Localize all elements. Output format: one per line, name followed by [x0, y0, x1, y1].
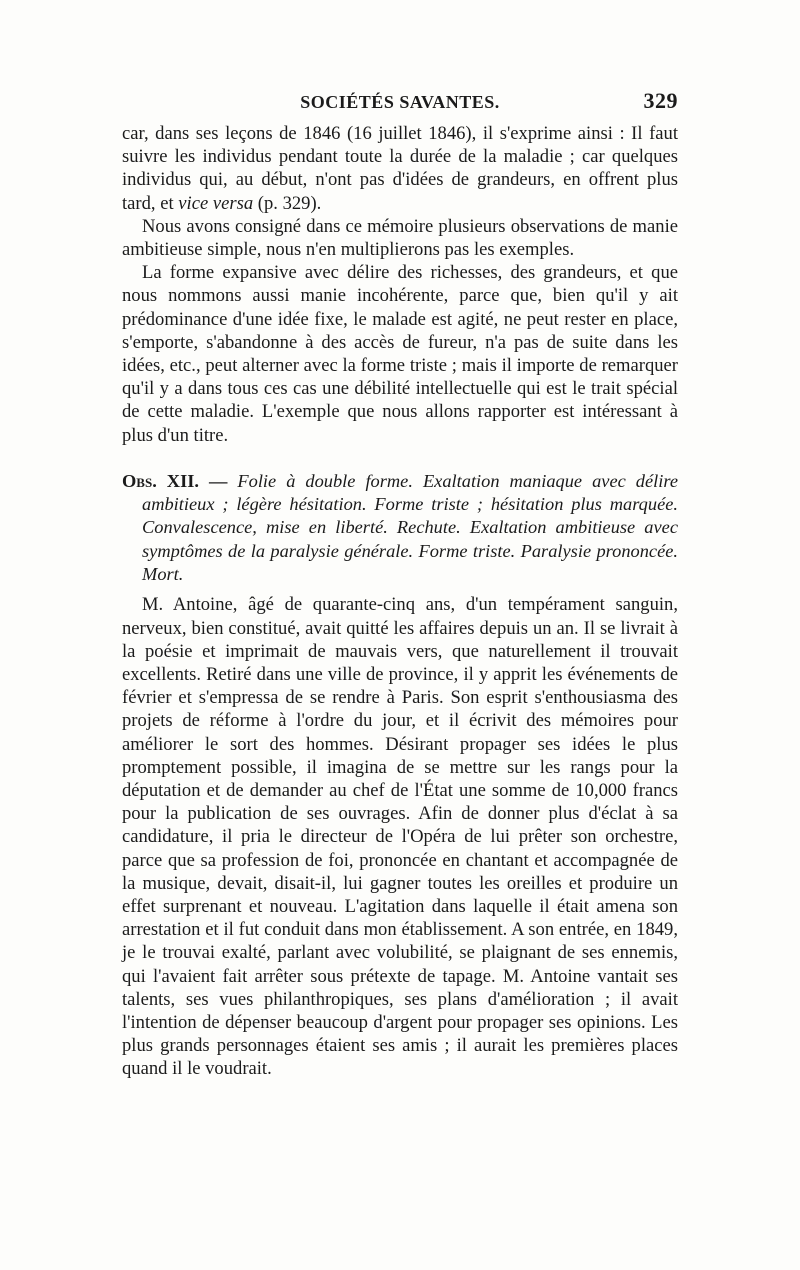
case-paragraph: M. Antoine, âgé de quarante-cinq ans, d'un tempérament sanguin, nerveux, bien constitué, avait quitté les affaires depuis un an. Il se livrait à la poésie et imprimait de mauvais vers, que naturellement il trouvait excellents. Retiré dans une ville de province, il y apprit les événements de février et s'empressa de se rendre à Paris. Son esprit s'enthousiasma des projets de réforme à l'ordre du jour, et il écrivit des mémoires pour améliorer le sort des hommes. Désirant propager ses idées le plus promptement possible, il imagina de se mettre sur les rangs pour la députation et de demander au chef de l'État une somme de 10,000 francs pour la publication de ses ouvrages. Afin de donner plus d'éclat à sa candidature, il pria le directeur de l'Opéra de lui prêter son orchestre, parce que sa profession de foi, prononcée en chantant et accompagnée de la musique, devait, disait-il, lui gagner toutes les oreilles et produire un effet surprenant et nouveau. L'agitation dans laquelle il était amena son arrestation et il fut conduit dans mon établissement. A son entrée, en 1849, je le trouvai exalté, parlant avec volubilité, se plaignant de ses ennemis, qui l'avaient fait arrêter sous prétexte de tapage. M. Antoine vantait ses talents, ses vues philanthropiques, ses plans d'amélioration ; il avait l'intention de dépenser beaucoup d'argent pour propager ses opinions. Les plus grands personnages étaient ses amis ; il aurait les premières places quand il le voudrait. — [122, 594, 678, 1080]
italic-phrase: vice versa — [178, 192, 254, 214]
book-page — [122, 88, 678, 1081]
paragraph-continuation — [122, 122, 678, 215]
page-number: 329 — [643, 88, 678, 113]
paragraph-text: (p. 329). — [253, 192, 322, 214]
paragraph-text: car, dans ses leçons de 1846 (16 juillet 1846), il s'exprime ainsi : Il faut suivre les individus pendant toute la durée de la maladie ; car quelques individus qui, au début, n'ont pas d'idées de grandeurs, en offrent plus tard, et — [122, 123, 678, 214]
page-header — [122, 88, 678, 122]
paragraph: La forme expansive avec délire des richesses, des grandeurs, et que nous nommons aussi manie incohérente, parce que, bien qu'il y ait prédominance d'une idée fixe, le malade est agité, ne peut rester en place, s'emporte, s'abandonne à des accès de fureur, n'a pas de suite dans les idées, etc., peut alterner avec la forme triste ; mais il importe de remarquer qu'il y a dans tous ces cas une débilité intellectuelle qui est le trait spécial de cette maladie. L'exemple que nous allons rapporter est intéressant à plus d'un titre. — [122, 262, 678, 446]
observation-title: Folie à double forme. Exaltation maniaque avec délire ambitieux ; légère hésitation. Forme triste ; hésitation plus marquée. Convalescence, mise en liberté. Rechute. Exaltation ambitieuse avec symptômes de la paralysie générale. Forme triste. Paralysie prononcée. Mort. — [142, 470, 678, 585]
observation-label: Obs. XII. — — [122, 470, 228, 491]
running-title: SOCIÉTÉS SAVANTES. — [300, 92, 500, 112]
paragraph: Nous avons consigné dans ce mémoire plusieurs observations de manie ambitieuse simple, nous n'en multiplierons pas les exemples. — [122, 215, 678, 261]
observation-heading — [122, 470, 678, 586]
